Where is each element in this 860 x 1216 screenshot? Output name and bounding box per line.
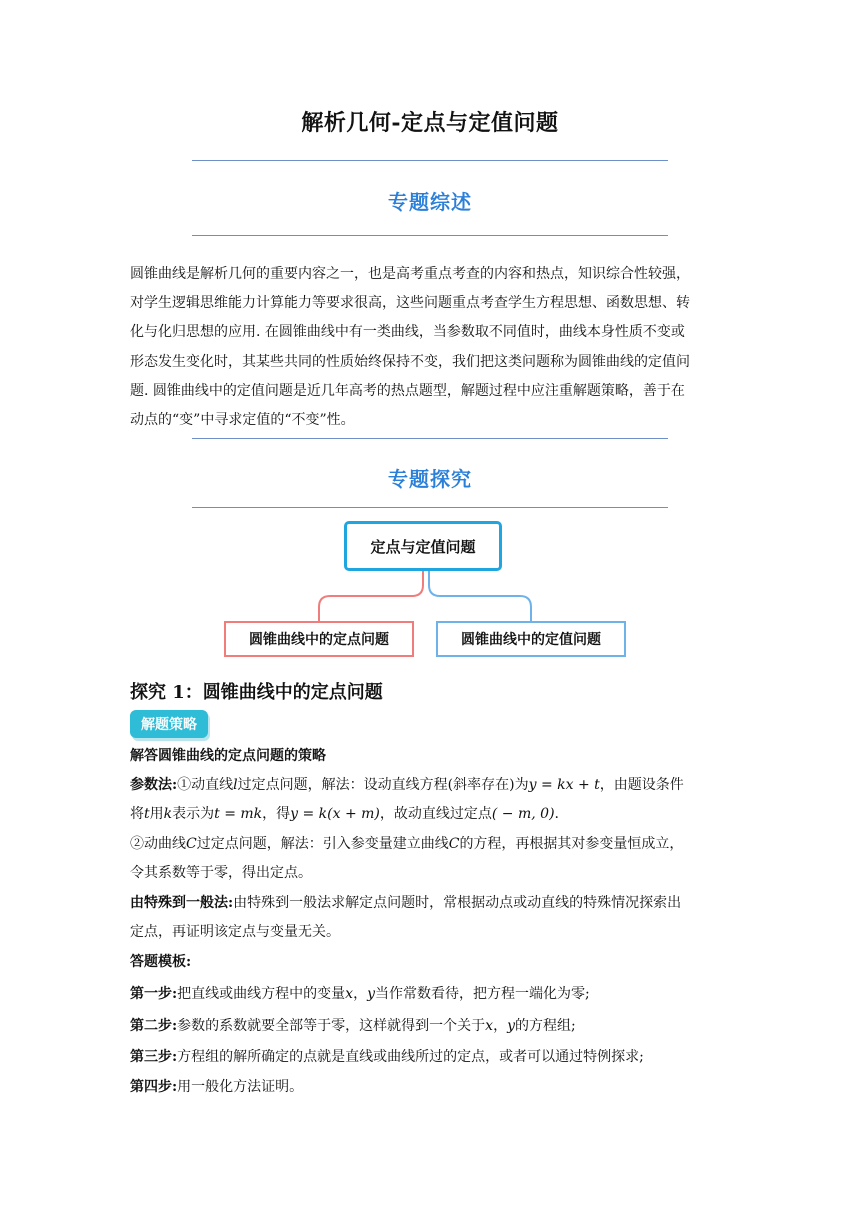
strategy-badge: 解题策略 xyxy=(130,710,208,738)
math-x: x xyxy=(345,986,354,1002)
text: 表示为 xyxy=(172,806,215,822)
step-label: 第一步: xyxy=(130,986,178,1002)
intro-line: 形态发生变化时，其某些共同的性质始终保持不变，我们把这类问题称为圆锥曲线的定值问 xyxy=(130,353,690,370)
intro-line: 对学生逻辑思维能力计算能力等要求很高，这些问题重点考查学生方程思想、函数思想、转 xyxy=(130,295,690,312)
template-label: 答题模板: xyxy=(130,954,192,970)
math-k: k xyxy=(163,806,173,822)
text: ①动直线 xyxy=(177,777,234,793)
document-title: 解析几何-定点与定值问题 xyxy=(301,110,559,136)
special-method-line-2: 定点，再证明该定点与变量无关。 xyxy=(130,924,340,940)
math-t: t xyxy=(144,806,150,822)
step-label: 第四步: xyxy=(130,1079,178,1095)
step-4 xyxy=(130,1077,732,1097)
math-equation: y = kx + t xyxy=(528,777,600,793)
section-heading-overview: 专题综述 xyxy=(388,190,472,214)
math-l: l xyxy=(233,777,238,793)
text: 方程组的解所确定的点就是直线或曲线所过的定点，或者可以通过特例探求; xyxy=(177,1049,644,1065)
text: ， xyxy=(353,986,368,1002)
explore-1-heading: 探究 1：圆锥曲线中的定点问题 xyxy=(130,682,383,703)
text: 用一般化方法证明。 xyxy=(177,1079,304,1095)
step-label: 第三步: xyxy=(130,1049,178,1065)
math-x: x xyxy=(485,1018,494,1034)
text: ②动曲线 xyxy=(130,836,186,852)
math-C: C xyxy=(186,836,197,852)
mindmap-node-fixed-point: 圆锥曲线中的定点问题 xyxy=(224,621,414,657)
text: 用 xyxy=(149,806,164,822)
mindmap-node-fixed-value: 圆锥曲线中的定值问题 xyxy=(436,621,626,657)
text: 将 xyxy=(130,806,144,822)
text: 的方程，再根据其对参变量恒成立， xyxy=(459,836,684,852)
math-equation: y = k(x + m) xyxy=(290,806,380,822)
text: 把直线或曲线方程中的变量 xyxy=(177,986,346,1002)
strategy-subtitle: 解答圆锥曲线的定点问题的策略 xyxy=(130,748,326,764)
math-point: ( − m, 0) xyxy=(491,806,555,822)
intro-line: 化与化归思想的应用. 在圆锥曲线中有一类曲线，当参数取不同值时，曲线本身性质不变或 xyxy=(130,324,685,341)
step-3 xyxy=(130,1047,732,1067)
text: 的方程组; xyxy=(515,1018,576,1034)
param-method-line-2 xyxy=(130,804,732,824)
curve-method-line-1 xyxy=(130,834,732,854)
text: 过定点问题，解法：引入参变量建立曲线 xyxy=(196,836,449,852)
math-C: C xyxy=(448,836,460,852)
step-label: 第二步: xyxy=(130,1018,178,1034)
text: 当作常数看待，把方程一端化为零; xyxy=(375,986,590,1002)
text: . xyxy=(554,806,559,822)
text: 由特殊到一般法求解定点问题时，常根据动点或动直线的特殊情况探索出 xyxy=(233,895,682,911)
param-method-line-1 xyxy=(130,775,732,795)
math-equation: t = mk xyxy=(214,806,263,822)
intro-line: 动点的“变”中寻求定值的“不变”性。 xyxy=(130,412,355,429)
mindmap-root: 定点与定值问题 xyxy=(344,521,502,571)
math-y: y xyxy=(507,1018,515,1034)
intro-line: 题. 圆锥曲线中的定值问题是近几年高考的热点题型，解题过程中应注重解题策略，善于在 xyxy=(130,382,685,399)
step-1 xyxy=(130,984,732,1004)
param-method-label: 参数法: xyxy=(130,777,178,793)
connector-left xyxy=(319,571,423,621)
curve-method-line-2: 令其系数等于零，得出定点。 xyxy=(130,865,312,881)
text: 过定点问题，解法：设动直线方程(斜率存在)为 xyxy=(237,777,529,793)
text: 参数的系数就要全部等于零，这样就得到一个关于 xyxy=(177,1018,486,1034)
section-heading-explore: 专题探究 xyxy=(388,467,472,491)
connector-right xyxy=(429,571,531,621)
text: ，得 xyxy=(262,806,291,822)
text: ，由题设条件 xyxy=(599,777,684,793)
special-method-line-1 xyxy=(130,893,732,913)
text: ，故动直线过定点 xyxy=(379,806,492,822)
step-2 xyxy=(130,1016,732,1036)
special-method-label: 由特殊到一般法: xyxy=(130,895,234,911)
intro-line: 圆锥曲线是解析几何的重要内容之一，也是高考重点考查的内容和热点，知识综合性较强， xyxy=(130,266,690,282)
math-y: y xyxy=(367,986,375,1002)
text: ， xyxy=(493,1018,508,1034)
